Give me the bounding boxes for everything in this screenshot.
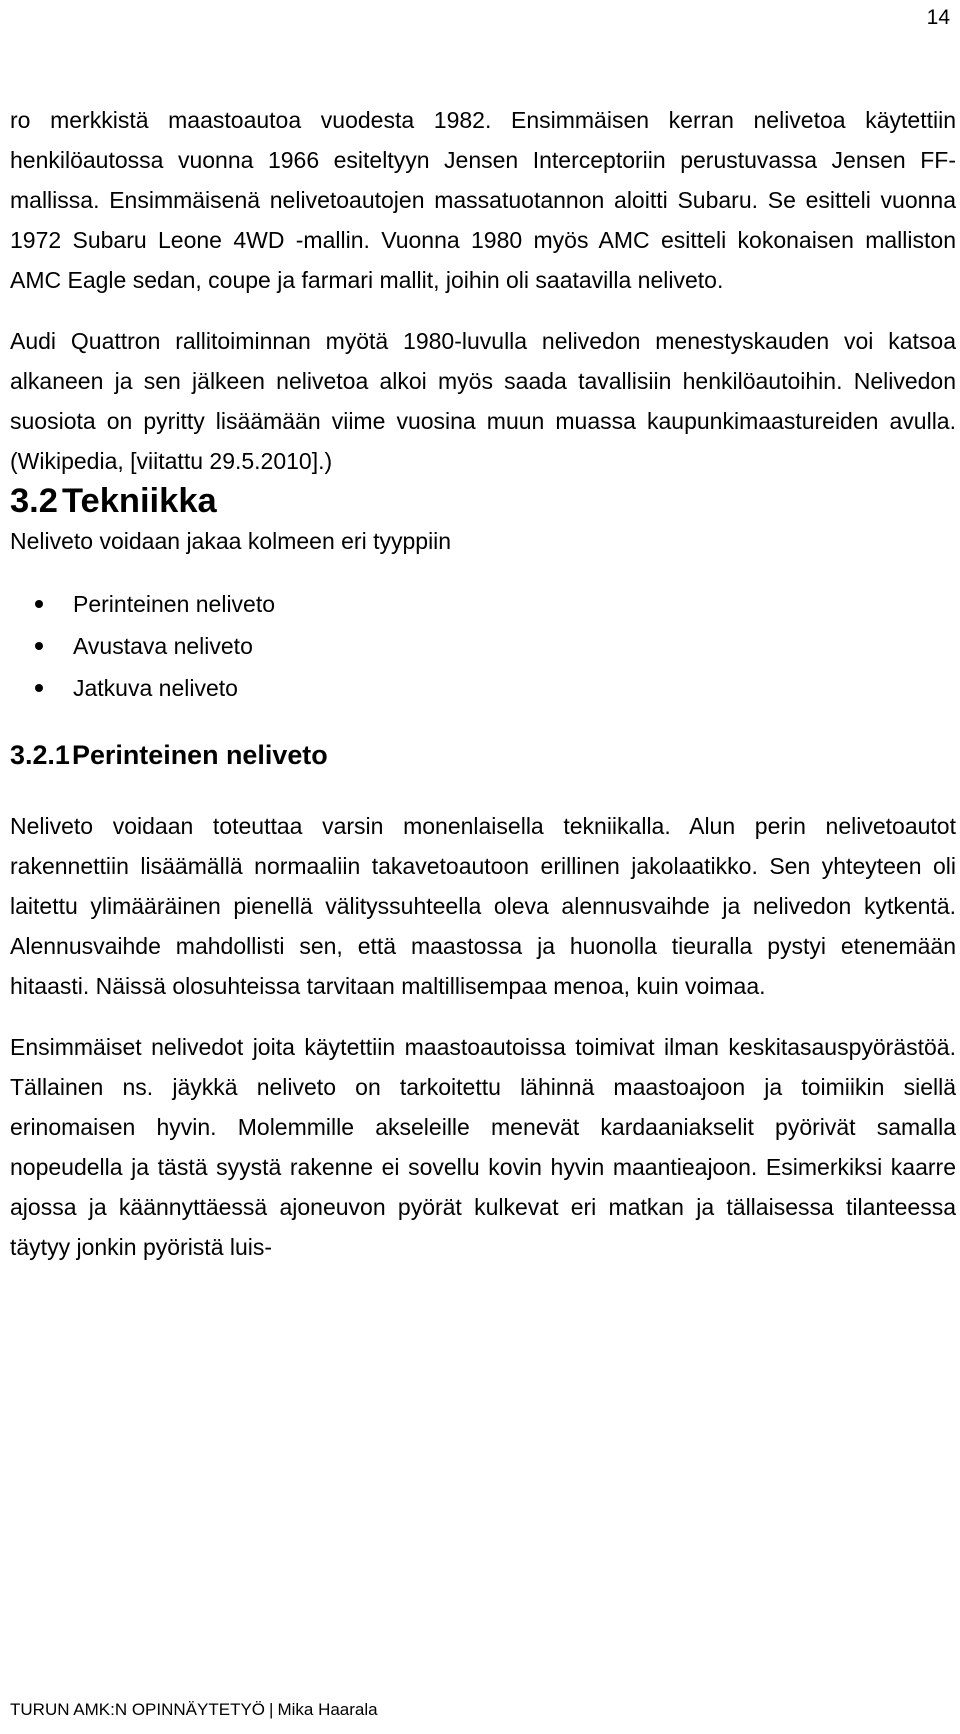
subsection-heading-perinteinen [10, 735, 956, 775]
paragraph-perinteinen: Neliveto voidaan toteuttaa varsin monenlaisella tekniikalla. Alun perin nelivetoautot rakennettiin lisäämällä normaaliin takavetoautoon erillinen jakolaatikko. Sen yhteyteen oli laitettu ylimääräinen pienellä välityssuhteella oleva alennusvaihde ja nelivedon kytkentä. Alennusvaihde mahdollisti sen, että maastossa ja huonolla tieuralla pystyi etenemään hitaasti. Näissä olosuhteissa tarvitaan maltillisempaa menoa, kuin voimaa. [10, 813, 956, 999]
list-item: Perinteinen neliveto [10, 583, 956, 625]
paragraph-types-intro: Neliveto voidaan jakaa kolmeen eri tyyppiin [10, 528, 452, 554]
paragraph-history-intro: ro merkkistä maastoautoa vuodesta 1982. Ensimmäisen kerran nelivetoa käytettiin henkilöautossa vuonna 1966 esiteltyyn Jensen Interceptoriin perustuvassa Jensen FF-mallissa. Ensimmäisenä nelivetoautojen massatuotannon aloitti Subaru. Se esitteli vuonna 1972 Subaru Leone 4WD -mallin. Vuonna 1980 myös AMC esitteli kokonaisen malliston AMC Eagle sedan, coupe ja farmari mallit, joihin oli saatavilla neliveto. [10, 107, 956, 293]
document-body [10, 100, 956, 1267]
list-item: Avustava neliveto [10, 625, 956, 667]
footer-author: Mika Haarala [277, 1700, 378, 1719]
types-list [10, 583, 956, 709]
section-title: Tekniikka [62, 482, 217, 520]
footer-separator: | [269, 1700, 274, 1719]
list-item: Jatkuva neliveto [10, 667, 956, 709]
paragraph-jaykka-neliveto: Ensimmäiset nelivedot joita käytettiin maastoautoissa toimivat ilman keskitasauspyörästöä. Tällainen ns. jäykkä neliveto on tarkoitettu lähinnä maastoajoon ja toimiikin siellä erinomaisen hyvin. Molemmille akseleille menevät kardaaniakselit pyörivät samalla nopeudella ja tästä syystä rakenne ei sovellu kovin hyvin maantieajoon. Esimerkiksi kaarre ajossa ja käännyttäessä ajoneuvon pyörät kulkevat eri matkan ja tällaisessa tilanteessa täytyy jonkin pyöristä luis- [10, 1034, 956, 1260]
section-heading-tekniikka [10, 481, 956, 521]
footer-organization: TURUN AMK:N OPINNÄYTETYÖ [10, 1700, 266, 1719]
paragraph-audi-quattro: Audi Quattron rallitoiminnan myötä 1980-luvulla nelivedon menestyskauden voi katsoa alkaneen ja sen jälkeen nelivetoa alkoi myös saada tavallisiin henkilöautoihin. Nelivedon suosiota on pyritty lisäämään viime vuosina muun muassa kaupunkimaastureiden avulla. (Wikipedia, [viitattu 29.5.2010].) [10, 328, 956, 474]
page-number: 14 [926, 6, 950, 29]
page-footer [10, 1700, 378, 1720]
section-number: 3.2 [10, 482, 58, 520]
subsection-number: 3.2.1 [10, 740, 70, 770]
subsection-title: Perinteinen neliveto [72, 740, 328, 770]
